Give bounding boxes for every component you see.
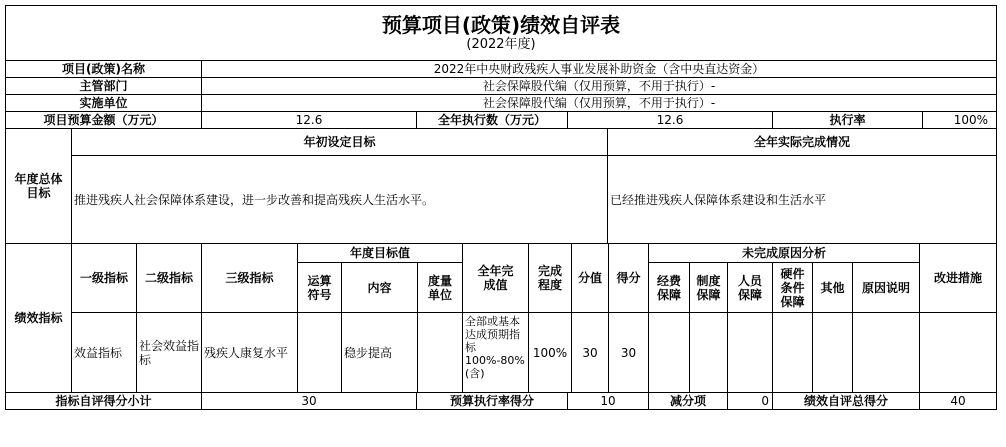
exec-value: 12.6 (567, 111, 773, 129)
header-reason-note: 原因说明 (852, 262, 920, 313)
project-name-value: 2022年中央财政残疾人事业发展补助资金（含中央直达资金） (201, 60, 997, 78)
row-level2: 社会效益指标 (136, 312, 202, 393)
row-completion: 100% (528, 312, 572, 393)
indicators-label: 绩效指标 (5, 243, 72, 393)
header-content: 内容 (341, 262, 418, 313)
rate-value: 100% (922, 111, 997, 129)
actual-goal-header: 全年实际完成情况 (607, 128, 997, 156)
header-score-value: 分值 (571, 243, 609, 313)
dept-label: 主管部门 (5, 77, 202, 95)
deduct-value: 0 (727, 392, 773, 410)
header-completion: 完成程度 (528, 243, 572, 313)
total-value: 40 (919, 392, 997, 410)
row-unit (417, 312, 463, 393)
initial-goal-text: 推进残疾人社会保障体系建设，进一步改善和提高残疾人生活水平。 (71, 155, 608, 244)
row-reason-note (852, 312, 920, 393)
budget-rate-label: 预算执行率得分 (416, 392, 568, 410)
rate-label: 执行率 (772, 111, 923, 129)
row-economic (648, 312, 690, 393)
total-label: 绩效自评总得分 (772, 392, 920, 410)
row-operator (297, 312, 342, 393)
row-system (689, 312, 728, 393)
row-personnel (727, 312, 773, 393)
impl-value: 社会保障股代编（仅用预算，不用于执行）- (201, 94, 997, 112)
header-unfinished-reason: 未完成原因分析 (648, 243, 920, 263)
header-level3: 三级指标 (201, 243, 298, 313)
header-economic: 经费保障 (648, 262, 690, 313)
header-level1: 一级指标 (71, 243, 137, 313)
row-score: 30 (608, 312, 649, 393)
actual-goal-text: 已经推进残疾人保障体系建设和生活水平 (607, 155, 997, 244)
initial-goal-header: 年初设定目标 (71, 128, 608, 156)
header-unit: 度量单位 (417, 262, 463, 313)
budget-rate-value: 10 (567, 392, 649, 410)
subtotal-value: 30 (201, 392, 417, 410)
impl-label: 实施单位 (5, 94, 202, 112)
row-other (812, 312, 853, 393)
row-score-value: 30 (571, 312, 609, 393)
title-block (5, 5, 997, 61)
header-score: 得分 (608, 243, 649, 313)
dept-value: 社会保障股代编（仅用预算，不用于执行）- (201, 77, 997, 95)
header-hardware: 硬件条件保障 (772, 262, 813, 313)
row-improvement (919, 312, 997, 393)
header-other: 其他 (812, 262, 853, 313)
row-full-year: 全部或基本达成预期指标100%-80%(含) (462, 312, 529, 393)
header-personnel: 人员保障 (727, 262, 773, 313)
page-subtitle: (2022年度) (466, 37, 536, 52)
header-system: 制度保障 (689, 262, 728, 313)
row-hardware (772, 312, 813, 393)
page-title: 预算项目(政策)绩效自评表 (381, 13, 621, 37)
row-level1: 效益指标 (71, 312, 137, 393)
header-operator: 运算符号 (297, 262, 342, 313)
budget-value: 12.6 (201, 111, 417, 129)
deduct-label: 减分项 (648, 392, 728, 410)
exec-label: 全年执行数（万元） (416, 111, 568, 129)
project-name-label: 项目(政策)名称 (5, 60, 202, 78)
row-content: 稳步提高 (341, 312, 418, 393)
budget-label: 项目预算金额（万元） (5, 111, 202, 129)
row-level3: 残疾人康复水平 (201, 312, 298, 393)
header-annual-target: 年度目标值 (297, 243, 463, 263)
header-improvement: 改进措施 (919, 243, 997, 313)
header-level2: 二级指标 (136, 243, 202, 313)
subtotal-label: 指标自评得分小计 (5, 392, 202, 410)
goals-label: 年度总体目标 (5, 128, 72, 244)
header-full-year: 全年完成值 (462, 243, 529, 313)
